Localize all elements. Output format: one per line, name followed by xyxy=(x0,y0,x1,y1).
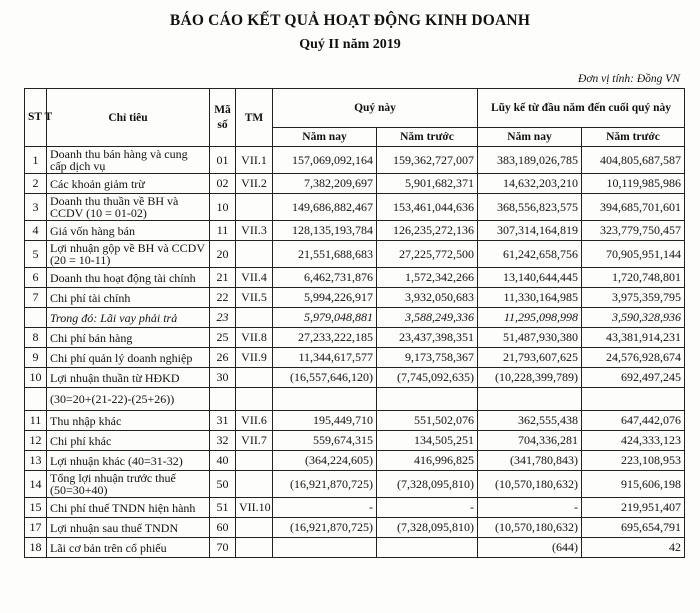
cell-ytd-this-year: 11,295,098,998 xyxy=(478,308,582,328)
cell-ytd-this-year: (10,570,180,632) xyxy=(478,518,582,538)
col-header-indicator: Chỉ tiêu xyxy=(47,89,210,147)
cell-quarter-last-year: 3,932,050,683 xyxy=(377,288,478,308)
cell-ytd-this-year: - xyxy=(478,498,582,518)
cell-stt: 13 xyxy=(25,451,47,471)
cell-ytd-this-year: (10,228,399,789) xyxy=(478,368,582,388)
col-header-ytd: Lũy kế từ đầu năm đến cuối quý này xyxy=(478,89,685,128)
cell-ytd-last-year: 394,685,701,601 xyxy=(582,194,685,221)
cell-stt: 3 xyxy=(25,194,47,221)
cell-quarter-this-year: 6,462,731,876 xyxy=(273,268,377,288)
cell-ytd-this-year xyxy=(478,388,582,411)
cell-quarter-last-year: - xyxy=(377,498,478,518)
cell-code: 26 xyxy=(210,348,236,368)
table-row xyxy=(25,147,685,174)
cell-code xyxy=(210,388,236,411)
cell-note xyxy=(236,368,273,388)
cell-quarter-last-year: (7,745,092,635) xyxy=(377,368,478,388)
cell-note: VII.3 xyxy=(236,221,273,241)
cell-stt xyxy=(25,388,47,411)
table-header xyxy=(25,89,685,147)
cell-quarter-last-year: (7,328,095,810) xyxy=(377,518,478,538)
cell-code: 20 xyxy=(210,241,236,268)
cell-stt: 10 xyxy=(25,368,47,388)
cell-ytd-last-year: 692,497,245 xyxy=(582,368,685,388)
cell-note: VII.7 xyxy=(236,431,273,451)
cell-quarter-this-year: 27,233,222,185 xyxy=(273,328,377,348)
cell-stt: 9 xyxy=(25,348,47,368)
cell-stt: 15 xyxy=(25,498,47,518)
cell-quarter-this-year: 7,382,209,697 xyxy=(273,174,377,194)
table-row xyxy=(25,538,685,558)
cell-stt: 18 xyxy=(25,538,47,558)
report-title: BÁO CÁO KẾT QUẢ HOẠT ĐỘNG KINH DOANH xyxy=(169,12,531,29)
cell-note xyxy=(236,538,273,558)
table-row xyxy=(25,368,685,388)
table-row xyxy=(25,241,685,268)
cell-quarter-this-year: 157,069,092,164 xyxy=(273,147,377,174)
cell-ytd-last-year: 915,606,198 xyxy=(582,471,685,498)
col-header-quarter: Quý này xyxy=(273,89,478,128)
cell-indicator: Các khoản giảm trừ xyxy=(47,174,210,194)
cell-stt xyxy=(25,308,47,328)
cell-ytd-this-year: 383,189,026,785 xyxy=(478,147,582,174)
cell-quarter-this-year: (16,921,870,725) xyxy=(273,471,377,498)
cell-ytd-this-year: 61,242,658,756 xyxy=(478,241,582,268)
cell-indicator: Doanh thu hoạt động tài chính xyxy=(47,268,210,288)
cell-ytd-this-year: 13,140,644,445 xyxy=(478,268,582,288)
cell-note xyxy=(236,471,273,498)
cell-note xyxy=(236,308,273,328)
cell-note: VII.6 xyxy=(236,411,273,431)
cell-note xyxy=(236,451,273,471)
cell-quarter-this-year: (16,557,646,120) xyxy=(273,368,377,388)
unit-note: Đơn vị tính: Đồng VN xyxy=(578,73,680,85)
cell-quarter-this-year xyxy=(273,388,377,411)
cell-quarter-this-year: 128,135,193,784 xyxy=(273,221,377,241)
cell-quarter-this-year: (16,921,870,725) xyxy=(273,518,377,538)
cell-code: 51 xyxy=(210,498,236,518)
cell-code: 25 xyxy=(210,328,236,348)
cell-indicator: Thu nhập khác xyxy=(47,411,210,431)
cell-note xyxy=(236,241,273,268)
cell-indicator: Doanh thu thuần về BH và CCDV (10 = 01-02) xyxy=(47,194,210,221)
cell-quarter-last-year: 1,572,342,266 xyxy=(377,268,478,288)
cell-quarter-last-year: 159,362,727,007 xyxy=(377,147,478,174)
cell-quarter-last-year: 416,996,825 xyxy=(377,451,478,471)
cell-quarter-last-year: 23,437,398,351 xyxy=(377,328,478,348)
cell-quarter-this-year: 195,449,710 xyxy=(273,411,377,431)
cell-stt: 14 xyxy=(25,471,47,498)
cell-quarter-this-year: 5,979,048,881 xyxy=(273,308,377,328)
cell-note: VII.10 xyxy=(236,498,273,518)
cell-indicator: Doanh thu bán hàng và cung cấp dịch vụ xyxy=(47,147,210,174)
cell-note xyxy=(236,518,273,538)
cell-stt: 6 xyxy=(25,268,47,288)
cell-ytd-last-year: 424,333,123 xyxy=(582,431,685,451)
cell-stt: 17 xyxy=(25,518,47,538)
cell-quarter-last-year: 9,173,758,367 xyxy=(377,348,478,368)
table-row xyxy=(25,471,685,498)
cell-stt: 2 xyxy=(25,174,47,194)
col-header-ytd-last-year: Năm trước xyxy=(582,128,685,147)
table-row xyxy=(25,174,685,194)
cell-ytd-last-year: 223,108,953 xyxy=(582,451,685,471)
cell-indicator: Chi phí quản lý doanh nghiệp xyxy=(47,348,210,368)
cell-ytd-last-year: 70,905,951,144 xyxy=(582,241,685,268)
cell-indicator: Lợi nhuận sau thuế TNDN xyxy=(47,518,210,538)
cell-indicator: Lãi cơ bản trên cổ phiếu xyxy=(47,538,210,558)
cell-indicator: Tổng lợi nhuận trước thuế (50=30+40) xyxy=(47,471,210,498)
cell-ytd-this-year: 368,556,823,575 xyxy=(478,194,582,221)
cell-quarter-last-year: (7,328,095,810) xyxy=(377,471,478,498)
cell-indicator: Giá vốn hàng bán xyxy=(47,221,210,241)
table-row xyxy=(25,348,685,368)
cell-code: 23 xyxy=(210,308,236,328)
report-period: Quý II năm 2019 xyxy=(299,37,401,52)
cell-ytd-this-year: 11,330,164,985 xyxy=(478,288,582,308)
cell-note: VII.4 xyxy=(236,268,273,288)
cell-code: 30 xyxy=(210,368,236,388)
cell-ytd-this-year: 14,632,203,210 xyxy=(478,174,582,194)
cell-note: VII.9 xyxy=(236,348,273,368)
cell-code: 02 xyxy=(210,174,236,194)
cell-code: 01 xyxy=(210,147,236,174)
cell-code: 50 xyxy=(210,471,236,498)
cell-stt: 11 xyxy=(25,411,47,431)
cell-indicator: Trong đó: Lãi vay phải trả xyxy=(47,308,210,328)
cell-quarter-last-year xyxy=(377,538,478,558)
cell-code: 60 xyxy=(210,518,236,538)
cell-ytd-last-year: 43,381,914,231 xyxy=(582,328,685,348)
cell-quarter-last-year: 126,235,272,136 xyxy=(377,221,478,241)
cell-note xyxy=(236,194,273,221)
table-row xyxy=(25,451,685,471)
cell-note: VII.2 xyxy=(236,174,273,194)
cell-note: VII.1 xyxy=(236,147,273,174)
col-header-ytd-this-year: Năm nay xyxy=(478,128,582,147)
cell-ytd-last-year xyxy=(582,388,685,411)
cell-ytd-last-year: 24,576,928,674 xyxy=(582,348,685,368)
cell-quarter-last-year: 3,588,249,336 xyxy=(377,308,478,328)
table-row xyxy=(25,431,685,451)
cell-quarter-this-year: 559,674,315 xyxy=(273,431,377,451)
cell-ytd-last-year: 647,442,076 xyxy=(582,411,685,431)
cell-quarter-this-year xyxy=(273,538,377,558)
cell-indicator: Chi phí khác xyxy=(47,431,210,451)
cell-note: VII.8 xyxy=(236,328,273,348)
cell-quarter-last-year: 134,505,251 xyxy=(377,431,478,451)
cell-quarter-last-year: 5,901,682,371 xyxy=(377,174,478,194)
cell-ytd-this-year: 704,336,281 xyxy=(478,431,582,451)
income-statement-table xyxy=(24,88,685,558)
cell-ytd-this-year: (644) xyxy=(478,538,582,558)
table-row xyxy=(25,388,685,411)
cell-indicator: (30=20+(21-22)-(25+26)) xyxy=(47,388,210,411)
cell-stt: 5 xyxy=(25,241,47,268)
cell-code: 70 xyxy=(210,538,236,558)
cell-ytd-this-year: 362,555,438 xyxy=(478,411,582,431)
cell-ytd-this-year: 21,793,607,625 xyxy=(478,348,582,368)
cell-quarter-this-year: (364,224,605) xyxy=(273,451,377,471)
cell-code: 40 xyxy=(210,451,236,471)
cell-ytd-this-year: 307,314,164,819 xyxy=(478,221,582,241)
cell-indicator: Chi phí thuế TNDN hiện hành xyxy=(47,498,210,518)
table-body xyxy=(25,147,685,558)
cell-code: 11 xyxy=(210,221,236,241)
cell-ytd-this-year: (10,570,180,632) xyxy=(478,471,582,498)
cell-note xyxy=(236,388,273,411)
cell-stt: 1 xyxy=(25,147,47,174)
table-row xyxy=(25,194,685,221)
cell-ytd-this-year: (341,780,843) xyxy=(478,451,582,471)
cell-stt: 12 xyxy=(25,431,47,451)
cell-ytd-last-year: 3,975,359,795 xyxy=(582,288,685,308)
col-header-note: TM xyxy=(236,89,273,147)
col-header-code: Mã số xyxy=(210,89,236,147)
cell-ytd-last-year: 323,779,750,457 xyxy=(582,221,685,241)
cell-ytd-last-year: 10,119,985,986 xyxy=(582,174,685,194)
cell-quarter-this-year: 149,686,882,467 xyxy=(273,194,377,221)
col-header-stt: ST T xyxy=(25,89,47,147)
cell-code: 32 xyxy=(210,431,236,451)
cell-indicator: Lợi nhuận thuần từ HĐKD xyxy=(47,368,210,388)
cell-ytd-this-year: 51,487,930,380 xyxy=(478,328,582,348)
cell-ytd-last-year: 695,654,791 xyxy=(582,518,685,538)
table-row xyxy=(25,221,685,241)
cell-indicator: Chi phí bán hàng xyxy=(47,328,210,348)
cell-code: 21 xyxy=(210,268,236,288)
cell-stt: 8 xyxy=(25,328,47,348)
cell-ytd-last-year: 42 xyxy=(582,538,685,558)
cell-quarter-last-year: 153,461,044,636 xyxy=(377,194,478,221)
cell-quarter-this-year: 11,344,617,577 xyxy=(273,348,377,368)
cell-indicator: Lợi nhuận gộp về BH và CCDV (20 = 10-11) xyxy=(47,241,210,268)
cell-quarter-this-year: 5,994,226,917 xyxy=(273,288,377,308)
cell-quarter-this-year: 21,551,688,683 xyxy=(273,241,377,268)
table-row xyxy=(25,288,685,308)
cell-quarter-last-year xyxy=(377,388,478,411)
col-header-quarter-this-year: Năm nay xyxy=(273,128,377,147)
table-row xyxy=(25,518,685,538)
table-row xyxy=(25,328,685,348)
table-row xyxy=(25,268,685,288)
cell-code: 10 xyxy=(210,194,236,221)
cell-code: 31 xyxy=(210,411,236,431)
cell-code: 22 xyxy=(210,288,236,308)
table-row xyxy=(25,308,685,328)
cell-indicator: Lợi nhuận khác (40=31-32) xyxy=(47,451,210,471)
cell-ytd-last-year: 219,951,407 xyxy=(582,498,685,518)
table-row xyxy=(25,411,685,431)
cell-quarter-this-year: - xyxy=(273,498,377,518)
cell-quarter-last-year: 27,225,772,500 xyxy=(377,241,478,268)
cell-stt: 7 xyxy=(25,288,47,308)
table-row xyxy=(25,498,685,518)
cell-stt: 4 xyxy=(25,221,47,241)
cell-ytd-last-year: 404,805,687,587 xyxy=(582,147,685,174)
cell-quarter-last-year: 551,502,076 xyxy=(377,411,478,431)
cell-ytd-last-year: 3,590,328,936 xyxy=(582,308,685,328)
cell-ytd-last-year: 1,720,748,801 xyxy=(582,268,685,288)
col-header-quarter-last-year: Năm trước xyxy=(377,128,478,147)
cell-indicator: Chi phí tài chính xyxy=(47,288,210,308)
cell-note: VII.5 xyxy=(236,288,273,308)
